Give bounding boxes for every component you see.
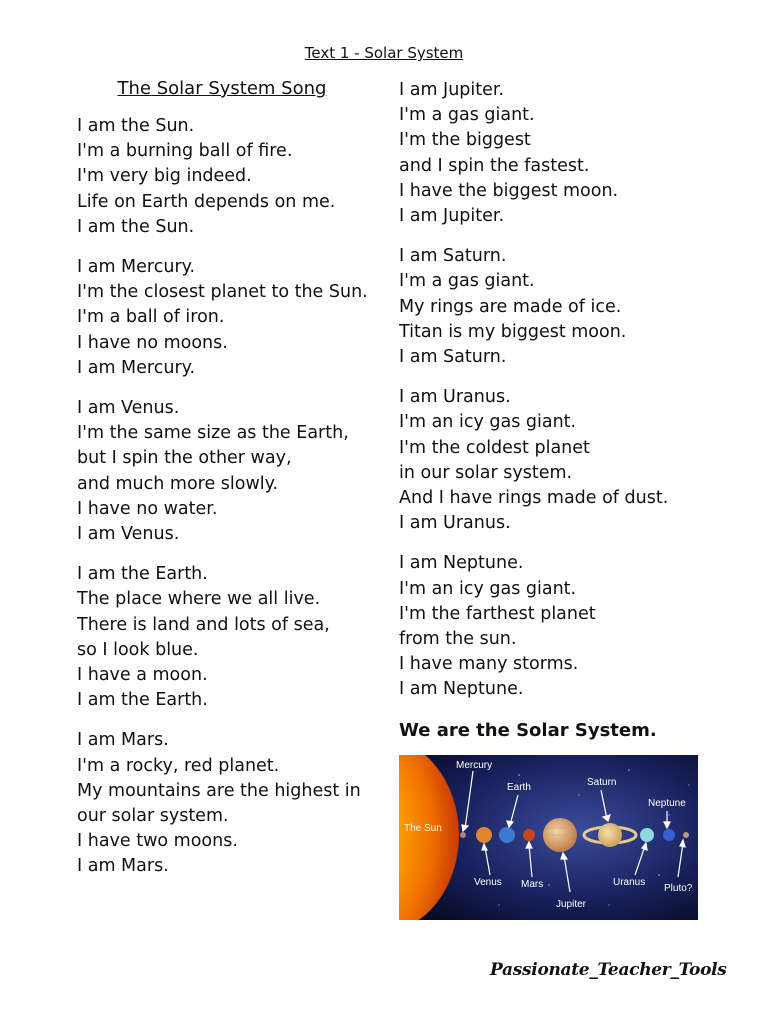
verse-line: I am Neptune. [399,553,524,574]
verse-line: The place where we all live. [77,589,321,610]
label-pluto: Pluto? [664,883,693,894]
verse-line: I am Mercury. [77,357,196,378]
venus-shape [476,827,492,843]
label-jupiter: Jupiter [556,899,587,910]
label-venus: Venus [474,877,502,888]
label-uranus: Uranus [613,877,646,888]
verse-line: I'm very big indeed. [77,166,252,187]
verse [399,244,719,370]
neptune-shape [663,829,675,841]
verse-line: and much more slowly. [77,473,279,494]
label-mercury: Mercury [456,760,493,771]
verse [77,396,377,547]
left-verses [77,114,377,880]
verse-line: I am Venus. [77,398,180,419]
verse [399,385,719,536]
right-verses [399,78,719,703]
verse-line: I'm a gas giant. [399,105,535,126]
verse-line: My rings are made of ice. [399,296,622,317]
verse [77,255,377,381]
solar-system-illustration [399,755,698,920]
verse-line: I have the biggest moon. [399,180,619,201]
closing-line: We are the Solar System. [399,719,657,741]
verse-line: I'm an icy gas giant. [399,578,577,599]
verse [77,114,377,240]
verse-line: I'm the closest planet to the Sun. [77,282,368,303]
page-header: Text 1 - Solar System [304,44,464,62]
earth-shape [499,827,515,843]
verse-line: There is land and lots of sea, [77,614,330,635]
song-title: The Solar System Song [117,78,327,99]
verse-line: I am Mars. [77,730,169,751]
verse-line: Life on Earth depends on me. [77,191,336,212]
mars-shape [523,829,535,841]
verse-line: I am Jupiter. [399,80,505,100]
verse-line: I have many storms. [399,654,579,675]
verse-line: I am Saturn. [399,246,507,267]
verse-line: I'm a rocky, red planet. [77,755,280,776]
signature: Passionate_Teacher_Tools [490,960,727,980]
verse-line: I'm a ball of iron. [77,307,225,328]
verse-line: I am Uranus. [399,513,511,534]
verse [399,551,719,702]
label-saturn: Saturn [587,777,617,788]
label-sun: The Sun [404,823,442,834]
verse-line: I'm the biggest [399,130,531,151]
label-mars: Mars [521,879,544,890]
solar-system-image [399,755,698,920]
verse-line: our solar system. [77,806,229,827]
left-column [77,78,377,895]
verse [77,562,377,713]
label-earth: Earth [507,782,531,793]
verse-line: I have no moons. [77,332,228,353]
right-column [399,78,719,743]
verse-line: I am Uranus. [399,387,511,408]
mercury-shape [460,832,466,838]
verse-line: I am Jupiter. [399,206,505,227]
verse-line: Titan is my biggest moon. [399,321,627,342]
verse-line: so I look blue. [77,639,199,660]
verse-line: I am the Earth. [77,564,208,585]
verse-line: I am the Earth. [77,690,208,711]
verse-line: and I spin the fastest. [399,155,590,176]
verse-line: And I have rings made of dust. [399,488,669,509]
verse-line: I am the Sun. [77,216,195,237]
verse-line: I am Mercury. [77,257,196,278]
verse-line: I'm a gas giant. [399,271,535,292]
label-neptune: Neptune [648,798,686,809]
verse-line: I'm the coldest planet [399,437,590,458]
saturn-shape [598,823,622,847]
verse-line: I'm a burning ball of fire. [77,141,293,162]
verse [399,78,719,229]
verse-line: I am Neptune. [399,679,524,700]
verse-line: My mountains are the highest in [77,780,361,801]
verse-line: I am Mars. [77,856,169,877]
verse-line: in our solar system. [399,462,573,483]
uranus-shape [640,828,654,842]
verse-line: I am the Sun. [77,116,195,136]
verse-line: I have no water. [77,498,218,519]
verse-line: from the sun. [399,629,517,650]
verse-line: I'm an icy gas giant. [399,412,577,433]
verse-line: I have two moons. [77,831,238,852]
verse-line: I'm the same size as the Earth, [77,423,349,444]
verse-line: I am Saturn. [399,347,507,368]
verse [77,728,377,879]
pluto-shape [683,832,689,838]
verse-line: I have a moon. [77,665,208,686]
verse-line: I am Venus. [77,524,180,545]
verse-line: but I spin the other way, [77,448,292,469]
verse-line: I'm the farthest planet [399,603,596,624]
